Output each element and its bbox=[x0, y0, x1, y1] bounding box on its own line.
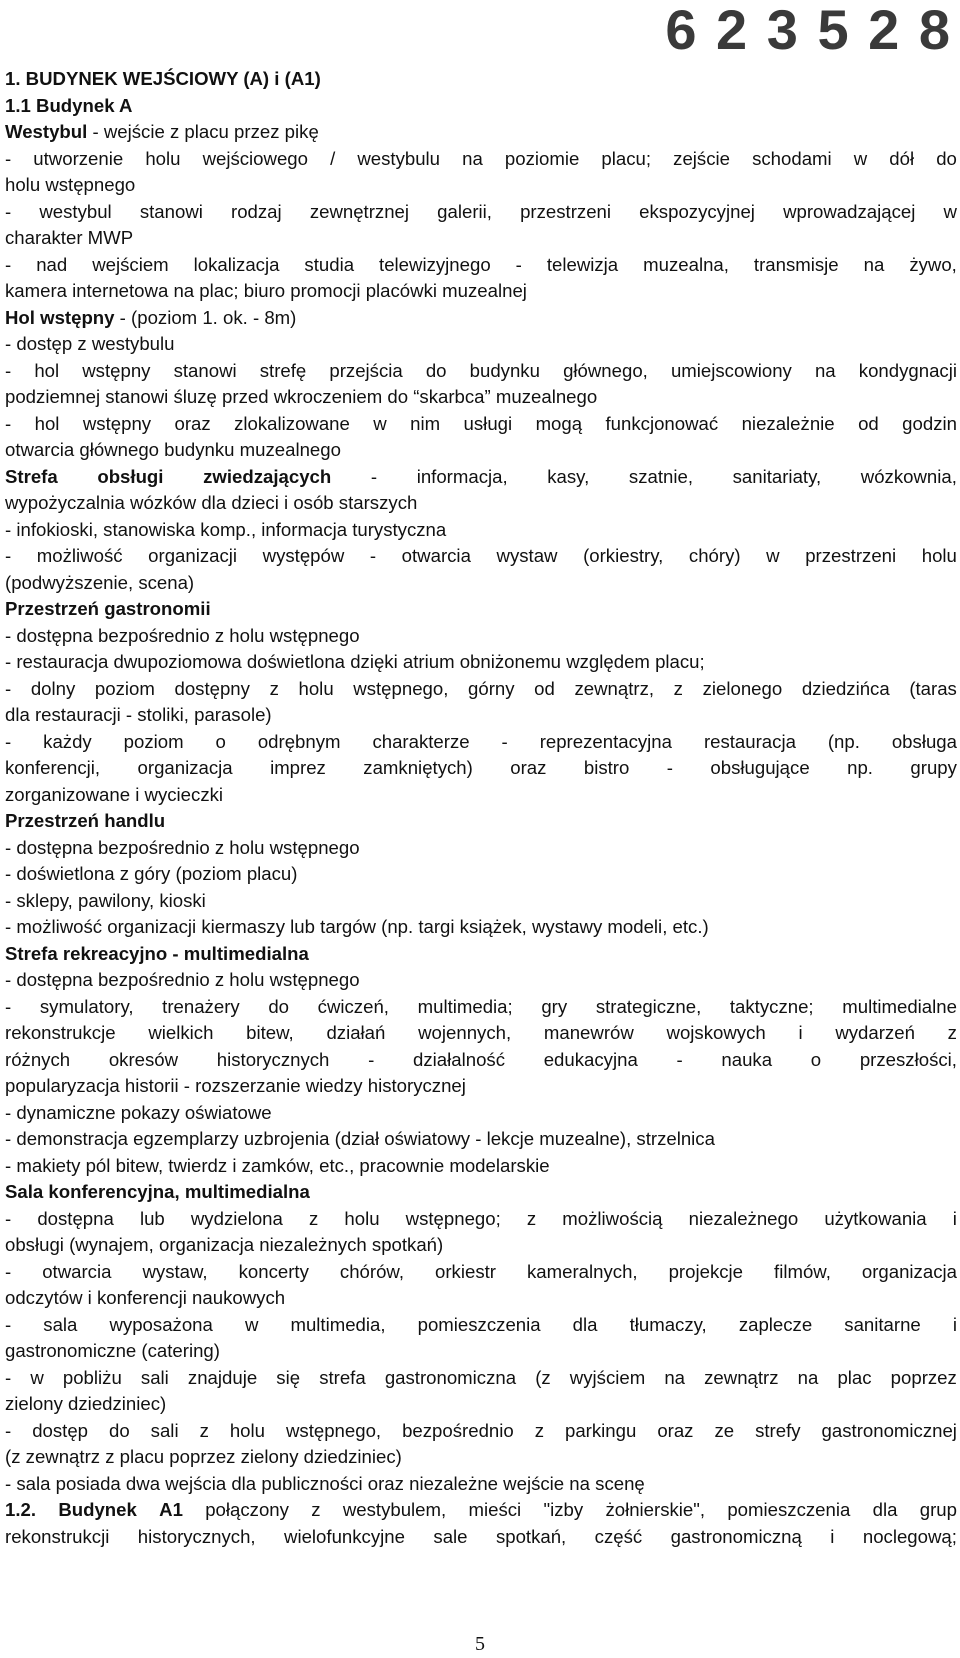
text-line: - hol wstępny stanowi strefę przejścia do budynku głównego, umiejscowiony na kondygnacji bbox=[5, 359, 957, 381]
text-line: - dostępna bezpośrednio z holu wstępnego bbox=[5, 624, 360, 646]
text-line: - dynamiczne pokazy oświatowe bbox=[5, 1101, 272, 1123]
text-line: dla restauracji - stoliki, parasole) bbox=[5, 704, 272, 725]
text-line: 1.1 Budynek A bbox=[5, 94, 133, 116]
text-line: charakter MWP bbox=[5, 227, 134, 248]
text-line: - dolny poziom dostępny z holu wstępnego, górny od zewnątrz, z zielonego dziedzińca (taras bbox=[5, 677, 957, 699]
text-line: Sala konferencyjna, multimedialna bbox=[5, 1181, 310, 1202]
text-line: - sala wyposażona w multimedia, pomieszczenia dla tłumaczy, zaplecze sanitarne i bbox=[5, 1313, 957, 1335]
text-line: rekonstrukcji historycznych, wielofunkcyjne sale spotkań, część gastronomiczną i noclegową; bbox=[5, 1525, 957, 1547]
text-line: - dostęp do sali z holu wstępnego, bezpośrednio z parkingu oraz ze strefy gastronomicznej bbox=[5, 1419, 957, 1441]
text-line: - dostęp z westybulu bbox=[5, 333, 175, 354]
text-line: Hol wstępny - (poziom 1. ok. - 8m) bbox=[5, 306, 297, 328]
text-line: kamera internetowa na plac; biuro promocji placówki muzealnej bbox=[5, 280, 527, 301]
text-line: - utworzenie holu wejściowego / westybulu na poziomie placu; zejście schodami w dół do bbox=[5, 147, 957, 169]
text-line: - restauracja dwupoziomowa doświetlona dzięki atrium obniżonemu względem placu; bbox=[5, 651, 705, 672]
text-line: - hol wstępny oraz zlokalizowane w nim usługi mogą funkcjonować niezależnie od godzin bbox=[5, 412, 957, 434]
text-line: 1.2. Budynek A1 połączony z westybulem, mieści "izby żołnierskie", pomieszczenia dla grup bbox=[5, 1499, 957, 1520]
text-line: - nad wejściem lokalizacja studia telewizyjnego - telewizja muzealna, transmisje na żywo, bbox=[5, 253, 957, 275]
text-line: Strefa rekreacyjno - multimedialna bbox=[5, 942, 309, 964]
document-number: 6 2 3 5 2 8 bbox=[665, 0, 952, 61]
text-line: - w pobliżu sali znajduje się strefa gastronomiczna (z wyjściem na zewnątrz na plac poprzez bbox=[5, 1366, 957, 1388]
text-line: Przestrzeń gastronomii bbox=[5, 598, 211, 619]
text-line: - infokioski, stanowiska komp., informacja turystyczna bbox=[5, 518, 447, 540]
text-line: wypożyczalnia wózków dla dzieci i osób starszych bbox=[5, 492, 418, 513]
text-line: popularyzacja historii - rozszerzanie wiedzy historycznej bbox=[5, 1075, 466, 1096]
text-line: Westybul - wejście z placu przez pikę bbox=[5, 121, 319, 142]
text-line: - sklepy, pawilony, kioski bbox=[5, 889, 206, 911]
text-line: - dostępna bezpośrednio z holu wstępnego bbox=[5, 836, 360, 858]
text-line: gastronomiczne (catering) bbox=[5, 1340, 220, 1361]
text-line: - możliwość organizacji występów - otwarcia wystaw (orkiestry, chóry) w przestrzeni holu bbox=[5, 545, 957, 566]
text-line: - sala posiada dwa wejścia dla publiczności oraz niezależne wejście na scenę bbox=[5, 1472, 645, 1494]
text-line: 1. BUDYNEK WEJŚCIOWY (A) i (A1) bbox=[5, 68, 321, 89]
page-number: 5 bbox=[475, 1633, 485, 1655]
text-line: zielony dziedziniec) bbox=[5, 1393, 167, 1414]
text-line: podziemnej stanowi śluzę przed wkroczeniem do “skarbca” muzealnego bbox=[5, 386, 598, 407]
text-line: - doświetlona z góry (poziom placu) bbox=[5, 863, 298, 884]
text-line: (podwyższenie, scena) bbox=[5, 571, 195, 593]
text-line: konferencji, organizacja imprez zamkniętych) oraz bistro - obsługujące np. grupy bbox=[5, 757, 957, 778]
text-line: obsługi (wynajem, organizacja niezależnych spotkań) bbox=[5, 1234, 444, 1255]
text-line: - makiety pól bitew, twierdz i zamków, etc., pracownie modelarskie bbox=[5, 1154, 550, 1176]
text-line: zorganizowane i wycieczki bbox=[5, 783, 224, 805]
text-line: otwarcia głównego budynku muzealnego bbox=[5, 439, 341, 460]
text-line: - otwarcia wystaw, koncerty chórów, orkiestr kameralnych, projekcje filmów, organizacja bbox=[5, 1260, 957, 1282]
document-body bbox=[5, 66, 957, 1550]
text-line: - każdy poziom o odrębnym charakterze - reprezentacyjna restauracja (np. obsługa bbox=[5, 730, 957, 752]
text-line: Strefa obsługi zwiedzających - informacja, kasy, szatnie, sanitariaty, wózkownia, bbox=[5, 465, 957, 487]
text-line: - dostępna bezpośrednio z holu wstępnego bbox=[5, 969, 360, 990]
text-line: Przestrzeń handlu bbox=[5, 810, 166, 831]
text-line: rekonstrukcje wielkich bitew, działań wojennych, manewrów wojskowych i wydarzeń z bbox=[5, 1022, 957, 1043]
text-line: (z zewnątrz z placu poprzez zielony dziedziniec) bbox=[5, 1446, 402, 1467]
text-line: holu wstępnego bbox=[5, 174, 136, 195]
text-line: - symulatory, trenażery do ćwiczeń, multimedia; gry strategiczne, taktyczne; multimedialne bbox=[5, 995, 957, 1017]
text-line: odczytów i konferencji naukowych bbox=[5, 1287, 286, 1308]
text-line: różnych okresów historycznych - działalność edukacyjna - nauka o przeszłości, bbox=[5, 1048, 957, 1070]
text-line: - westybul stanowi rodzaj zewnętrznej galerii, przestrzeni ekspozycyjnej wprowadzającej w bbox=[5, 200, 957, 222]
text-line: - możliwość organizacji kiermaszy lub targów (np. targi książek, wystawy modeli, etc.) bbox=[5, 916, 709, 937]
text-line: - dostępna lub wydzielona z holu wstępnego; z możliwością niezależnego użytkowania i bbox=[5, 1207, 957, 1229]
text-line: - demonstracja egzemplarzy uzbrojenia (dział oświatowy - lekcje muzealne), strzelnica bbox=[5, 1128, 715, 1149]
